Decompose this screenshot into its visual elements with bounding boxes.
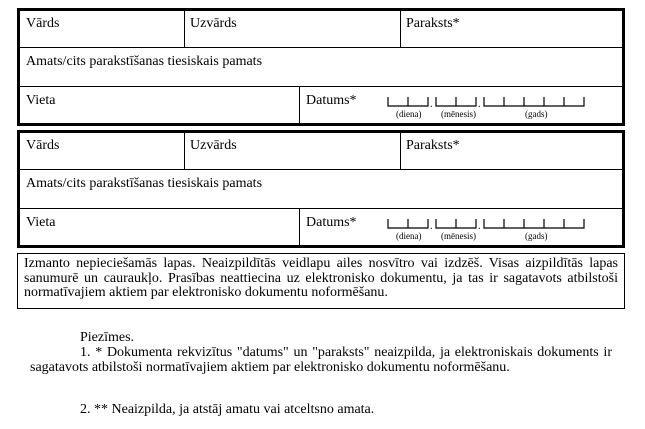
diena-caption: (diena) xyxy=(396,109,422,119)
amats-label: Amats/cits parakstīšanas tiesiskais pamats xyxy=(26,176,263,191)
diena-caption: (diena) xyxy=(396,231,422,241)
note-item-1-text: 1. * Dokumenta rekvizītus "datums" un "paraksts" neaizpilda, ja elektroniskais dokuments ir sagatavots atbilstoši normatīvajiem aktiem par elektronisko dokumentu noformēšanu. xyxy=(30,345,612,375)
svg-text:.: . xyxy=(430,221,433,231)
gads-caption: (gads) xyxy=(525,231,548,241)
instructions-note: Izmanto nepieciešamās lapas. Neaizpildītās veidlapu ailes nosvītro vai izdzēš. Visas aizpildītās lapas sanumurē un cauraukļo. Prasības neattiecina uz elektronisko dokumentu, ja tas ir sagatavots atbilstoši normatīvajiem aktiem par elektronisko dokumentu noformēšanu. xyxy=(17,253,625,309)
note-item-1 xyxy=(30,345,612,375)
note-item-2: 2. ** Neaizpilda, ja atstāj amatu vai atceltsno amata. xyxy=(80,402,375,417)
uzvards-label: Uzvārds xyxy=(190,138,237,153)
uzvards-label: Uzvārds xyxy=(190,16,237,31)
svg-text:.: . xyxy=(430,99,433,109)
datums-label: Datums* xyxy=(306,93,357,108)
amats-label: Amats/cits parakstīšanas tiesiskais pamats xyxy=(26,54,263,69)
menesis-caption: (mēnesis) xyxy=(441,231,476,241)
date-input-boxes[interactable] xyxy=(385,95,600,109)
signature-block-2 xyxy=(17,130,625,248)
svg-text:.: . xyxy=(478,221,481,231)
vieta-label: Vieta xyxy=(26,93,56,108)
vards-label: Vārds xyxy=(26,138,60,153)
svg-text:.: . xyxy=(478,99,481,109)
paraksts-label: Paraksts* xyxy=(406,138,460,153)
gads-caption: (gads) xyxy=(525,109,548,119)
date-input-boxes[interactable] xyxy=(385,217,600,231)
vards-label: Vārds xyxy=(26,16,60,31)
datums-label: Datums* xyxy=(306,215,357,230)
vieta-label: Vieta xyxy=(26,215,56,230)
menesis-caption: (mēnesis) xyxy=(441,109,476,119)
paraksts-label: Paraksts* xyxy=(406,16,460,31)
signature-block-1 xyxy=(17,8,625,126)
notes-title: Piezīmes. xyxy=(80,330,135,345)
